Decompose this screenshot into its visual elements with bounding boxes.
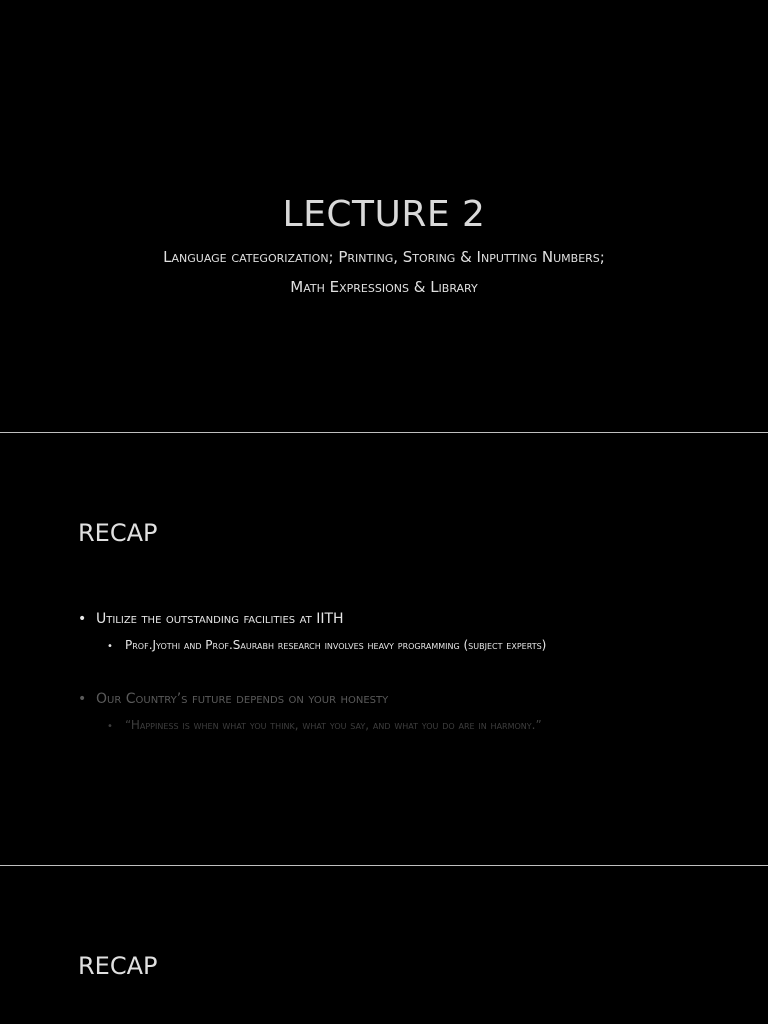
sub-bullet-item [107,718,542,732]
subtitle-line-2: Math Expressions & Library [290,278,478,296]
slide-title [0,0,768,432]
bullet-icon: • [78,691,87,707]
bullet-icon: • [78,611,87,627]
bullet-icon: • [107,641,113,652]
lecture-title: LECTURE 2 [282,194,486,235]
bullet-text: Utilize the outstanding facilities at IITH [96,611,344,627]
slide-recap-1 [0,433,768,865]
bullet-item [78,611,344,627]
bullet-item [78,691,388,707]
slide-heading: RECAP [78,519,158,547]
sub-bullet-text: “Happiness is when what you think, what you say, and what you do are in harmony.” [125,718,542,732]
subtitle-line-1: Language categorization; Printing, Storing & Inputting Numbers; [163,248,605,266]
slide-recap-2 [0,866,768,1024]
sub-bullet-item [107,638,546,652]
bullet-text: Our Country’s future depends on your honesty [96,691,389,707]
sub-bullet-text: Prof.Jyothi and Prof.Saurabh research involves heavy programming (subject experts) [125,638,547,652]
bullet-icon: • [107,721,113,732]
slide-heading: RECAP [78,952,158,980]
